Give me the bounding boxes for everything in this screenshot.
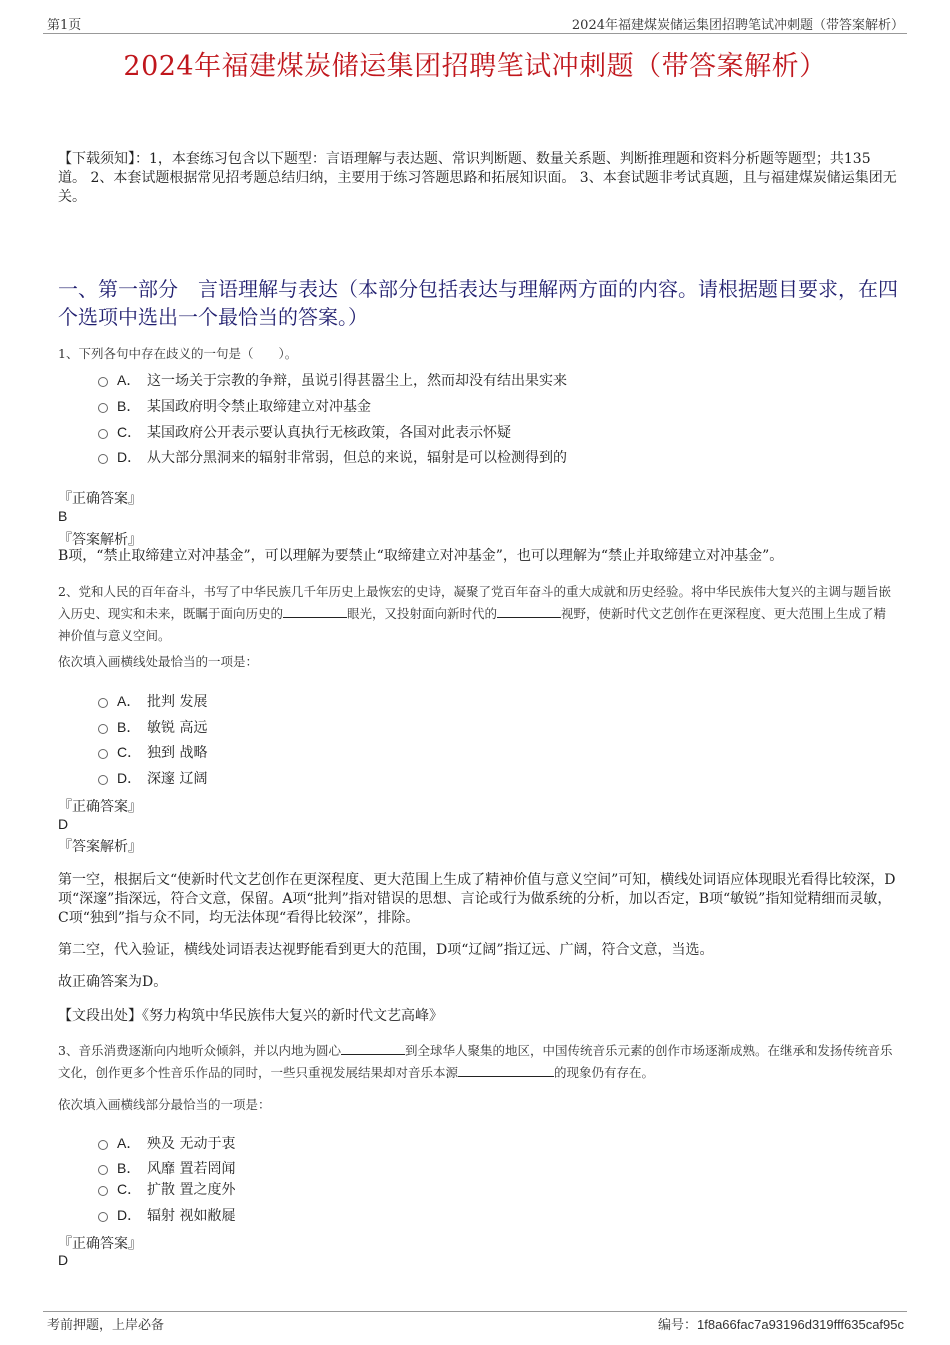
q2-option-c[interactable]: C． 独到 战略 xyxy=(98,742,207,762)
fill-blank xyxy=(497,605,561,618)
q1-option-d[interactable]: D． 从大部分黑洞来的辐射非常弱，但总的来说，辐射是可以检测得到的 xyxy=(98,447,567,467)
correct-answer-label: 『正确答案』 xyxy=(58,491,142,507)
question-1-stem: 1、下列各句中存在歧义的一句是（ ）。 xyxy=(58,346,298,361)
section-heading: 一、第一部分 言语理解与表达（本部分包括表达与理解两方面的内容。请根据题目要求，在四个选项中选出一个最恰当的答案。） xyxy=(58,277,898,329)
q1-option-a[interactable]: A． 这一场关于宗教的争辩，虽说引得甚嚣尘上，然而却没有结出果实来 xyxy=(98,370,567,390)
q1-analysis: B项，“禁止取缔建立对冲基金”，可以理解为要禁止“取缔建立对冲基金”，也可以理解为“禁止并取缔建立对冲基金”。 xyxy=(58,548,784,564)
radio-icon[interactable] xyxy=(98,1140,108,1150)
footer-slogan: 考前押题，上岸必备 xyxy=(47,1318,165,1333)
radio-icon[interactable] xyxy=(98,749,108,759)
radio-icon[interactable] xyxy=(98,454,108,464)
q3-option-b[interactable]: B． 风靡 置若罔闻 xyxy=(98,1158,235,1178)
q2-analysis-1: 第一空，根据后文“使新时代文艺创作在更深程度、更大范围上生成了精神价值与意义空间”可知，横线处词语应体现眼光看得比较深，D项“深邃”指深远，符合文意，保留。A项“批判”指对错误的思想、言论或行为做系统的分析，加以否定，B项“敏锐”指知觉精细而灵敏，C项“独到”指与众不同，均无法体现“看得比较深”，排除。 xyxy=(58,872,896,926)
q2-analysis-2: 第二空，代入验证，横线处词语表达视野能看到更大的范围，D项“辽阔”指辽远、广阔，符合文意，当选。 xyxy=(58,942,714,958)
radio-icon[interactable] xyxy=(98,1212,108,1222)
radio-icon[interactable] xyxy=(98,724,108,734)
q2-source: 【文段出处】《努力构筑中华民族伟大复兴的新时代文艺高峰》 xyxy=(58,1008,443,1024)
document-code: 编号：1f8a66fac7a93196d319fff635caf95c xyxy=(657,1317,904,1333)
radio-icon[interactable] xyxy=(98,698,108,708)
analysis-label: 『答案解析』 xyxy=(58,532,142,548)
radio-icon[interactable] xyxy=(98,1165,108,1175)
q2-analysis-3: 故正确答案为D。 xyxy=(58,974,168,990)
correct-answer-label: 『正确答案』 xyxy=(58,799,142,815)
analysis-label: 『答案解析』 xyxy=(58,839,142,855)
q2-option-d[interactable]: D． 深邃 辽阔 xyxy=(98,768,207,788)
page-number: 第1页 xyxy=(47,18,82,33)
q2-option-b[interactable]: B． 敏锐 高远 xyxy=(98,717,207,737)
radio-icon[interactable] xyxy=(98,429,108,439)
question-3-prompt: 依次填入画横线部分最恰当的一项是： xyxy=(58,1097,271,1112)
radio-icon[interactable] xyxy=(98,775,108,785)
q1-answer: B xyxy=(58,508,68,524)
q1-option-c[interactable]: C． 某国政府公开表示要认真执行无核政策，各国对此表示怀疑 xyxy=(98,422,511,442)
radio-icon[interactable] xyxy=(98,403,108,413)
q3-option-d[interactable]: D． 辐射 视如敝屣 xyxy=(98,1205,235,1225)
q3-option-c[interactable]: C． 扩散 置之度外 xyxy=(98,1179,235,1199)
q3-option-a[interactable]: A． 殃及 无动于衷 xyxy=(98,1133,235,1153)
question-3-stem: 3、音乐消费逐渐向内地听众倾斜，并以内地为圆心 到全球华人聚集的地区，中国传统音乐元素的创作市场逐渐成熟。在继承和发扬传统音乐文化，创作更多个性音乐作品的同时，一些只重视发展结果却对音乐本源 的现象仍有存在。 xyxy=(58,1043,893,1080)
fill-blank xyxy=(458,1064,554,1077)
q2-answer: D xyxy=(58,816,69,832)
question-2-prompt: 依次填入画横线处最恰当的一项是： xyxy=(58,654,259,669)
fill-blank xyxy=(341,1042,405,1055)
download-notice: 【下载须知】：1，本套练习包含以下题型：言语理解与表达题、常识判断题、数量关系题、判断推理题和资料分析题等题型；共135道。 2、本套试题根据常见招考题总结归纳，主要用于练习答题思路和拓展知识面。 3、本套试题非考试真题，且与福建煤炭储运集团无关。 xyxy=(58,151,897,205)
running-title: 2024年福建煤炭储运集团招聘笔试冲刺题（带答案解析） xyxy=(571,18,904,33)
header-divider xyxy=(43,33,907,34)
q1-option-b[interactable]: B． 某国政府明令禁止取缔建立对冲基金 xyxy=(98,396,371,416)
q3-answer: D xyxy=(58,1252,69,1268)
radio-icon[interactable] xyxy=(98,1186,108,1196)
q2-option-a[interactable]: A． 批判 发展 xyxy=(98,691,207,711)
page-title: 2024年福建煤炭储运集团招聘笔试冲刺题（带答案解析） xyxy=(123,51,827,82)
footer-divider xyxy=(43,1311,907,1312)
radio-icon[interactable] xyxy=(98,377,108,387)
question-2-stem: 2、党和人民的百年奋斗，书写了中华民族几千年历史上最恢宏的史诗，凝聚了党百年奋斗的重大成就和历史经验。将中华民族伟大复兴的主调与题旨嵌入历史、现实和未来，既瞩于面向历史的 眼光，又投射面向新时代的 视野，使新时代文艺创作在更深程度、更大范围上生成了精神价值与意义空间。 xyxy=(58,584,891,643)
fill-blank xyxy=(283,605,347,618)
correct-answer-label: 『正确答案』 xyxy=(58,1236,142,1252)
